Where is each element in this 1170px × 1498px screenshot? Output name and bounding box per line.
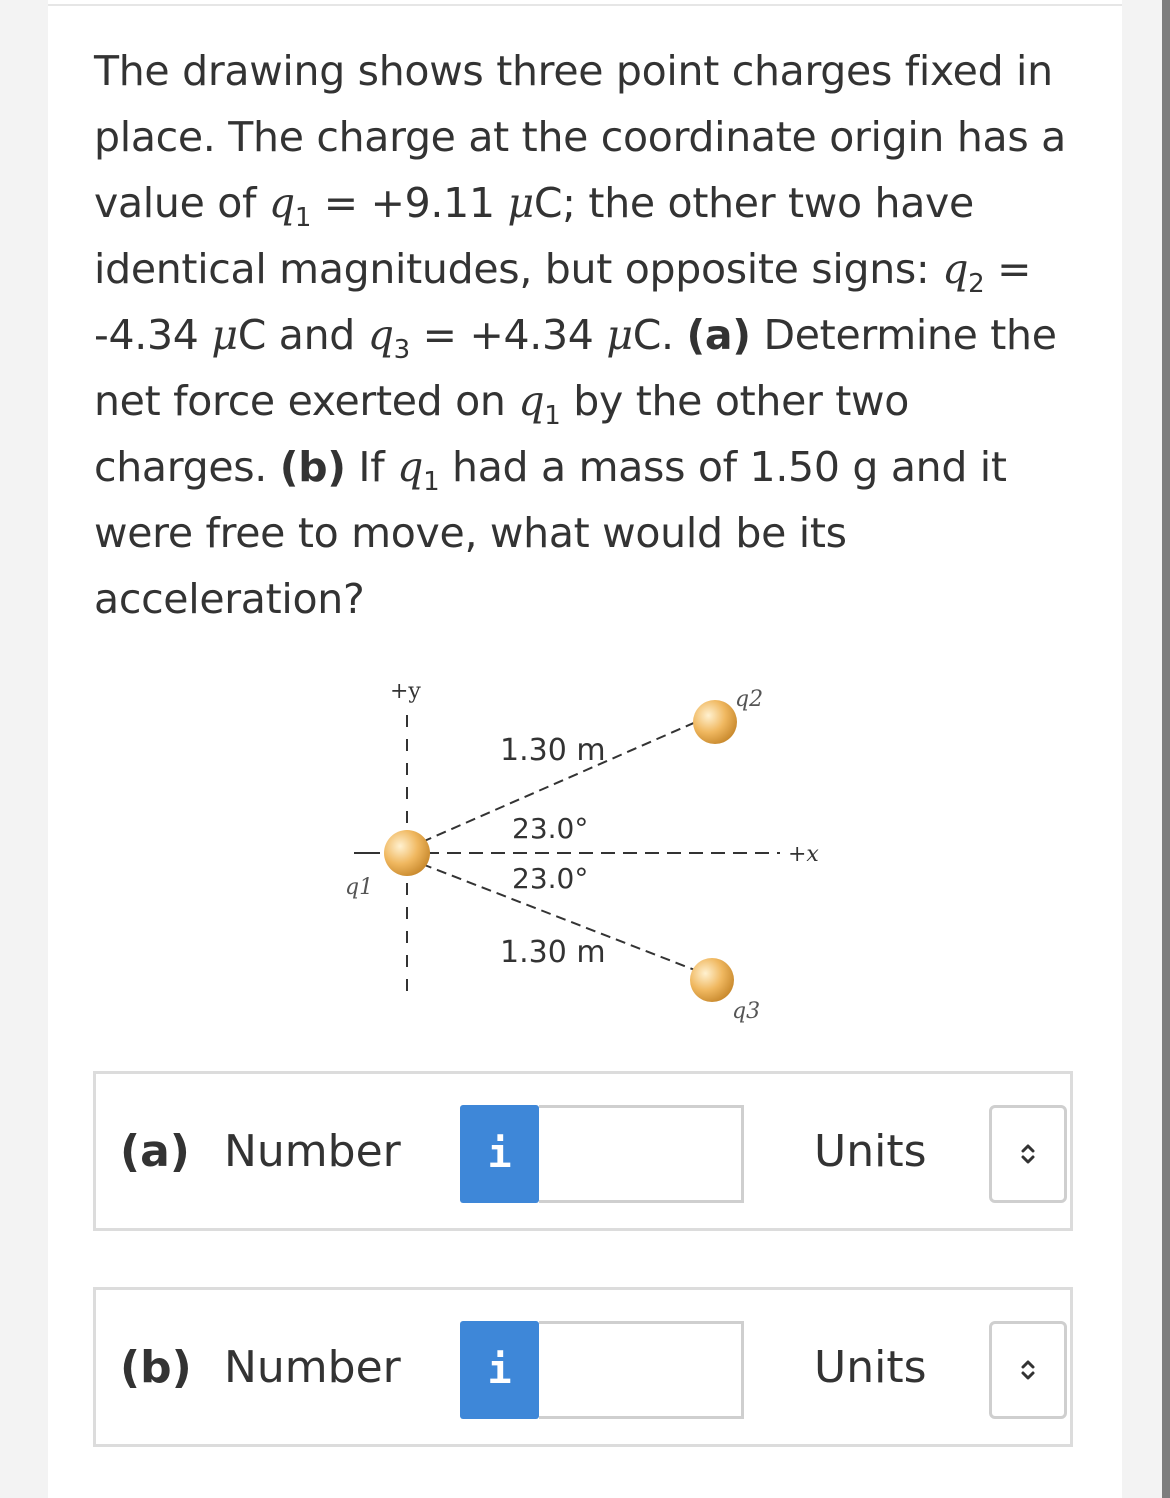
- question-segment: had a mass of 1.50 g and it were free to move, what would be its acceleration?: [94, 443, 1007, 623]
- part-a-tag: (a): [686, 311, 751, 359]
- charge-q2: [693, 700, 737, 744]
- question-segment: C.: [632, 311, 687, 359]
- top-divider: [48, 4, 1122, 6]
- part-b-tag: (b): [279, 443, 346, 491]
- info-button[interactable]: [460, 1321, 539, 1419]
- question-segment: = +9.11: [311, 179, 508, 227]
- question-segment: C and: [237, 311, 368, 359]
- question-segment: The drawing shows three point charges fixed in place. The charge at the coordinate origin has a value of: [94, 47, 1066, 227]
- question-segment: by the other two charges.: [94, 377, 910, 491]
- q2-label: q2: [735, 687, 764, 712]
- angle-label-top: 23.0°: [512, 812, 589, 845]
- units-select[interactable]: [989, 1321, 1067, 1419]
- chevron-updown-icon: [1013, 1139, 1043, 1169]
- charge-q3: [690, 958, 734, 1002]
- x-axis-label: +x: [788, 842, 819, 867]
- distance-label-top: 1.30 m: [500, 733, 606, 768]
- number-input[interactable]: [539, 1321, 744, 1419]
- mu-symbol: μ: [606, 311, 633, 359]
- number-label: Number: [224, 1342, 401, 1393]
- answer-row-a: [93, 1071, 1073, 1231]
- scrollbar[interactable]: [1162, 0, 1170, 1498]
- question-segment: = -4.34: [94, 245, 1032, 359]
- question-segment: Determine the net force exerted on: [94, 311, 1057, 425]
- mu-symbol: μ: [507, 179, 534, 227]
- info-button[interactable]: [460, 1105, 539, 1203]
- question-segment: If: [345, 443, 398, 491]
- chevron-updown-icon: [1013, 1355, 1043, 1385]
- question-segment: C; the other two have identical magnitudes, but opposite signs:: [94, 179, 974, 293]
- number-label: Number: [224, 1126, 401, 1177]
- part-label: (b): [120, 1342, 192, 1393]
- units-select[interactable]: [989, 1105, 1067, 1203]
- number-input[interactable]: [539, 1105, 744, 1203]
- distance-label-bottom: 1.30 m: [500, 935, 606, 970]
- q3-symbol: $q_3$: [367, 311, 410, 365]
- charge-diagram: [340, 670, 840, 1030]
- q1-label: q1: [345, 875, 374, 900]
- charge-q1: [384, 830, 430, 876]
- info-icon: i: [487, 1131, 512, 1177]
- answer-row-b: [93, 1287, 1073, 1447]
- q1-symbol: $q_1$: [268, 179, 312, 233]
- question-text: [94, 38, 1094, 632]
- units-label: Units: [814, 1342, 927, 1393]
- part-label: (a): [120, 1126, 190, 1177]
- q1-symbol: $q_1$: [518, 377, 561, 431]
- units-label: Units: [814, 1126, 927, 1177]
- q1-symbol: $q_1$: [397, 443, 440, 497]
- info-icon: i: [487, 1347, 512, 1393]
- q2-symbol: $q_2$: [942, 245, 985, 299]
- q3-label: q3: [732, 999, 761, 1024]
- mu-symbol: μ: [211, 311, 238, 359]
- angle-label-bottom: 23.0°: [512, 862, 589, 895]
- y-axis-label: +y: [390, 679, 421, 704]
- question-segment: = +4.34: [409, 311, 607, 359]
